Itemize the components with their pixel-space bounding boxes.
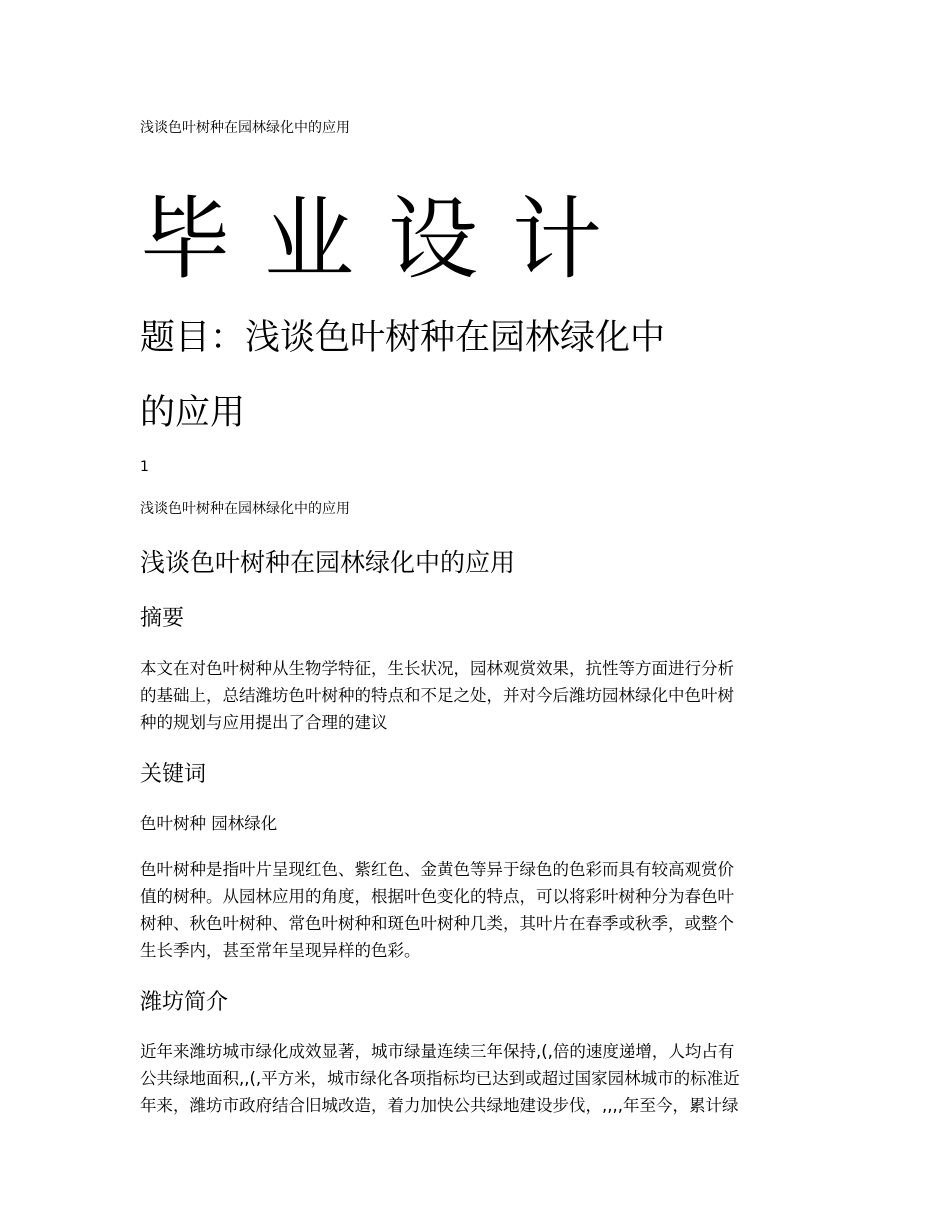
keywords-heading: 关键词 [140, 762, 207, 787]
weifang-paragraph [140, 1038, 810, 1119]
intro-line: 值的树种。从园林应用的角度，根据叶色变化的特点，可以将彩叶树种分为春色叶 [140, 887, 734, 906]
running-header-page2: 浅谈色叶树种在园林绿化中的应用 [140, 501, 350, 517]
big-title: 毕业设计 [140, 187, 636, 292]
weifang-line: 公共绿地面积,,(,平方米，城市绿化各项指标均已达到或超过国家园林城市的标准近 [140, 1069, 740, 1088]
intro-line: 树种、秋色叶树种、常色叶树种和斑色叶树种几类，其叶片在春季或秋季，或整个 [140, 914, 734, 933]
weifang-heading: 潍坊简介 [140, 990, 229, 1015]
intro-line: 生长季内，甚至常年呈现异样的色彩。 [140, 941, 421, 960]
weifang-line: 近年来潍坊城市绿化成效显著，城市绿量连续三年保持,(,倍的速度递增，人均占有 [140, 1042, 735, 1061]
page-number: 1 [140, 459, 149, 475]
abstract-line: 本文在对色叶树种从生物学特征，生长状况，园林观赏效果，抗性等方面进行分析 [140, 659, 734, 678]
intro-line: 色叶树种是指叶片呈现红色、紫红色、金黄色等异于绿色的色彩而具有较高观赏价 [140, 860, 734, 879]
subject-line-1: 题目：浅谈色叶树种在园林绿化中 [140, 318, 666, 358]
abstract-line: 的基础上，总结潍坊色叶树种的特点和不足之处，并对今后潍坊园林绿化中色叶树 [140, 686, 734, 705]
document-title: 浅谈色叶树种在园林绿化中的应用 [140, 548, 516, 577]
abstract-heading: 摘要 [140, 606, 185, 631]
keywords-text: 色叶树种 园林绿化 [140, 814, 278, 833]
weifang-line: 年来，潍坊市政府结合旧城改造，着力加快公共绿地建设步伐，,,,,年至今，累计绿 [140, 1096, 739, 1115]
abstract-paragraph [140, 655, 810, 736]
subject-line-2: 的应用 [140, 393, 246, 433]
intro-paragraph [140, 856, 810, 964]
abstract-line: 种的规划与应用提出了合理的建议 [140, 713, 388, 732]
running-header-page1: 浅谈色叶树种在园林绿化中的应用 [140, 120, 350, 136]
